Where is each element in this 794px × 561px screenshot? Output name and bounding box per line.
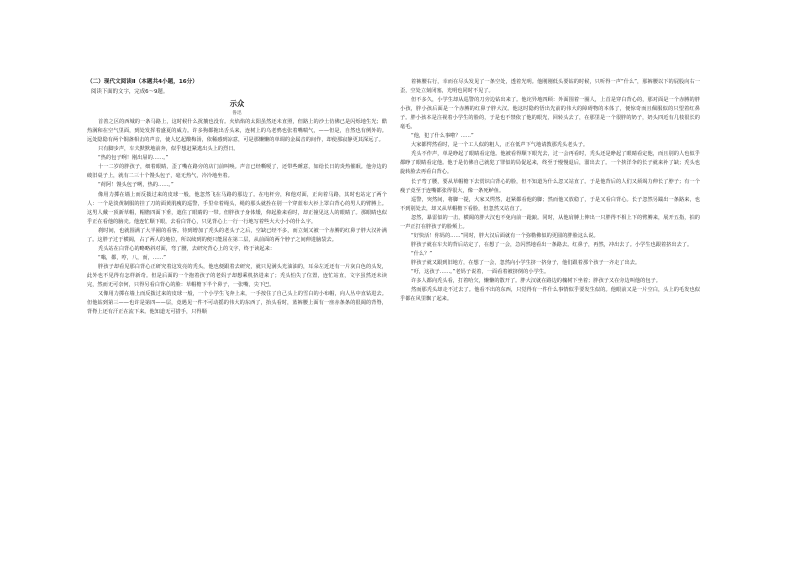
paragraph: 大家都愕然看时，是一个工人似的粗人，正在低声下气地请教那秃头老头子。: [411, 142, 589, 149]
story-author: 鲁迅: [232, 111, 242, 117]
paragraph: 但不多久，小学生却从巡警的刀旁边钻出来了。他诧异地四顾：外面围着一圈人，上首是穿白背心的，那对面是一个赤膊的胖小孩，胖小孩后面是一个赤膊的红鼻子胖大汉。他这时隐约悟出先前的伟大的障碍物的本体了，便惊奇而且佩服似的只望着红鼻子。胖小孩本是注视着小学生的脸的，于是也不禁依了他的眼光，回转头去了，在那里是一个很胖的奶子，奶头四近有几枝很长的毫毛。: [400, 97, 700, 131]
section-heading: （二）现代文阅读Ⅱ（本题共4小题，16分）: [87, 79, 198, 85]
paragraph: 秃头不作声，单是睁起了眼睛看定他。他被看得顺下眼光去，过一会再看时，秃头还是睁起了眼睛看定他，而且别的人也似乎都睁了眼睛看定他。他于是仿佛自己就犯了罪似的局促起来，终至于慢慢退后，溜出去了。一个挟洋伞的长子就来补了缺；秃头也旋转脸去再看白背心。: [400, 151, 700, 176]
paragraph: 秃头站在白背心的略略斜对面，弯了腰，去研究背心上的文字，终于读起来：: [98, 245, 276, 252]
paragraph: 又像用力掷在墙上而反拨过来的皮球一般，一个小学生飞奔上来，一手按住了自己头上的雪白的小布帽，向人丛中直钻进去。但他钻到第三——也许是第四——层，竟遇见一件不可动摇的伟大的东西了，抬头看时，蓝裤腰上面有一座赤条条的很阔的背脊，背脊上还有汗正在流下来。他知道无可措手，只得顺: [87, 291, 387, 316]
paragraph: 首善之区的西城的一条马路上，这时候什么扰攘也没有。火焰焰的太阳虽然还未直照，但路上的沙土仿佛已是闪烁地生光；酷热满和在空气里面，到处发挥着盛夏的威力。许多狗都拖出舌头来，连树上的乌老鸦也张着嘴喘气，——但是，自然也有例外的。远处隐隐有两个铜盏相击的声音，使人忆起酸梅汤，依稀感到凉意，可是那懒懒的单调的金属音的间作，却使那寂静更其深远了。: [87, 119, 387, 144]
story-title: 示众: [229, 99, 245, 109]
paragraph: “吁，这孩子……。”老妈子说着，一面看着被挤倒的小学生。: [411, 268, 550, 275]
paragraph: 十一二岁的胖孩子，细着眼睛，歪了嘴在路旁的店门前叫唤。声音已经嘶嗄了，还带些睡意，如给长日的炎热催眠。他旁边的破旧桌子上，就有二三十个馒头包子，毫无热气，冷冷地坐着。: [87, 164, 387, 180]
paragraph: 胖孩子就又跟到旧地方，在想了一会，忽然向小学生挤一挤身子，他们跟着那个孩子一齐走了出去。: [411, 259, 641, 266]
paragraph: “好快活！你妈的……”同时，胖大汉后面就有一个弥勒佛似的更圆的胖脸这么说。: [411, 232, 599, 239]
paragraph: “荷阿！馒头包子咧，热的……。”: [98, 182, 174, 189]
paragraph: “嗡，都，哼，八，而，……”: [98, 254, 166, 261]
right-column: [400, 78, 700, 304]
instruction-text: 阅读下面的文字，完成6～9题。: [91, 89, 169, 96]
paragraph: 只有脚步声，车夫默默地前奔，似乎想赶紧逃出头上的烈日。: [98, 146, 239, 153]
paragraph: “热的包子咧！刚出屉的……。”: [98, 155, 169, 162]
left-column: [87, 78, 387, 317]
paragraph: 许多人都向秃头看，打着哈欠，懒懒的散开了。胖大汉就在路边的槐树下坐着；胖孩子又在旁边叫他的包子。: [411, 278, 661, 285]
paragraph: 忽然，暴雷似的一击，横阔的胖大汉也不免向前一跄踉。同时，从他肩膊上伸出一只胖得不相上下的臂膊来，展开五指，拍的一声正打在胖孩子的脸颊上。: [400, 214, 700, 230]
paragraph: 胖孩子就在车夫的背后站定了，在想了一会，急闪然地看出一条路去。红鼻子，再然，冲出去了。小学生也跟着挤出去了。: [411, 241, 693, 248]
paragraph: “他，犯了什么事啦？……”: [411, 133, 474, 140]
paragraph: “什么？”: [411, 250, 433, 257]
paragraph: 着裤腰右行，幸而在尽头发见了一条空处，透着光明。他刚刚低头要钻的时候，只听得一声“什么”，那裤腰以下的屁股向右一歪，空处立刻闭塞，光明也同时不见了。: [400, 79, 700, 95]
paragraph: 胖孩子却看见那白背心正研究着这发亮的秃头，他也便跟着去研究，就只见满头光油油的，耳朵左近还有一片灰白色的头发，此外也不见得有怎样新奇。但是后面的一个抱着孩子的老妈子却想乘机挤进来了；秃头怕失了位置，连忙站直，文字虽然还未读完，然而无可奈何，只得另看白背心的脸：草帽檐下半个鼻子，一张嘴，尖下巴。: [87, 263, 387, 288]
paragraph: 然而那秃头却走不过去了。他看不出的东西，只觉得有一件什么事情似乎要发生似的。他眼前又是一片空白，头上的毛发也似乎都在风里飘了起来。: [400, 287, 700, 303]
paragraph: 像用力掷在墙上而反拨过来的皮球一般，他忽然飞在马路的那边了。在电杆旁，和他对面，正向着马路，其时也站定了两个人：一个是淡黄制服的挂了刀的面黄肌瘦的巡警，手里牵着绳头，绳的那头就拴在别一个穿蓝布大衫上罩白背心的男人的臂膊上。这男人戴一顶新草帽，帽檐四面下垂，遮住了眼睛的一带。但胖孩子身体矮，仰起脸来看时，却正撞见这人的眼睛了。那眼睛也似乎正在看他的脑壳。他连忙顺下眼，去看白背心，只见背心上一行一行地写着些大大小小的什么字。: [87, 191, 387, 225]
paragraph: 巡警，突然间，将脚一提，大家又愕然，赶紧都看他的脚；然而他又放稳了，于是又看白背心。长子忽然另踹出一条路来，也不到别处去，却又从草帽檐下看脸，但忽然又站直了。: [400, 196, 700, 212]
paragraph: 长子弯了腰，要从草帽檐下去赏识白背心的脸，但不知道为什么忽又站直了。于是他背后的人们又须竭力伸长了脖子；有一个瘦子竟至于连嘴都张得很大，像一条死鲈鱼。: [400, 178, 700, 194]
paragraph: 刹时间，也就围满了大半圈的看客。待到增加了秃头的老头子之后，空缺已经不多，而立刻又被一个赤膊的红鼻子胖大汉补满了。这胖子过于横阔，占了两人的地位，所以续到的便只能屈在第二层，从前面的两个脖子之间伸进脑袋去。: [87, 227, 387, 243]
